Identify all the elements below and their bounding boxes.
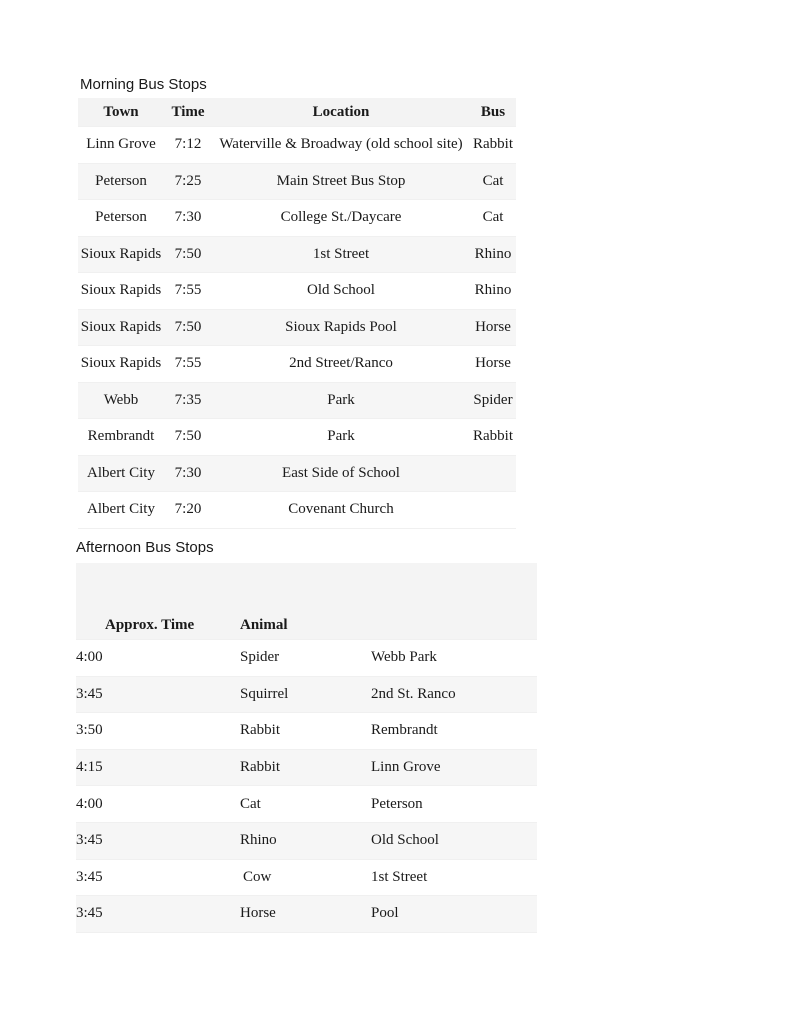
cell-place: Old School: [371, 832, 439, 849]
cell-town: Sioux Rapids: [80, 245, 162, 262]
cell-time: 7:50: [174, 428, 202, 445]
afternoon-bus-stops-table: [76, 563, 537, 933]
table-row: [76, 823, 537, 860]
cell-location: College St./Daycare: [280, 209, 402, 226]
cell-bus: Cat: [482, 209, 504, 226]
header-approx-time: Approx. Time: [105, 616, 195, 633]
cell-place: 2nd St. Ranco: [371, 685, 456, 702]
cell-town: Webb: [103, 391, 139, 408]
table-row: [76, 677, 537, 714]
cell-animal: Horse: [240, 905, 276, 922]
cell-bus: Rhino: [474, 282, 512, 299]
cell-animal: Cow: [243, 868, 272, 885]
afternoon-table-header: [76, 611, 537, 640]
cell-bus: Rhino: [474, 245, 512, 262]
cell-location: 1st Street: [312, 245, 370, 262]
table-row: [78, 127, 516, 164]
cell-location: Old School: [307, 282, 375, 299]
table-row: [76, 750, 537, 787]
table-row: [78, 310, 516, 347]
cell-town: Peterson: [95, 172, 147, 189]
table-row: [78, 273, 516, 310]
cell-town: Sioux Rapids: [80, 282, 162, 299]
cell-location: Sioux Rapids Pool: [285, 318, 397, 335]
cell-town: Albert City: [87, 501, 155, 518]
table-row: [78, 200, 516, 237]
cell-location: Covenant Church: [288, 501, 394, 518]
cell-place: Pool: [371, 905, 399, 922]
table-row: [76, 860, 537, 897]
header-town: Town: [103, 103, 139, 120]
cell-animal: Cat: [240, 795, 261, 812]
morning-bus-stops-table: [78, 98, 516, 529]
afternoon-bus-stops-heading: Afternoon Bus Stops: [76, 539, 214, 556]
cell-place: 1st Street: [371, 868, 428, 885]
cell-animal: Squirrel: [240, 685, 289, 702]
cell-bus: Cat: [482, 172, 504, 189]
cell-time: 7:55: [174, 282, 202, 299]
header-bus: Bus: [480, 103, 506, 120]
cell-place: Rembrandt: [371, 722, 438, 739]
table-row: [78, 164, 516, 201]
cell-time: 7:12: [174, 136, 202, 153]
cell-location: Park: [327, 391, 355, 408]
cell-town: Sioux Rapids: [80, 318, 162, 335]
cell-time: 7:30: [174, 209, 202, 226]
table-row: [76, 713, 537, 750]
cell-time: 7:35: [174, 391, 202, 408]
table-row: [78, 492, 516, 529]
cell-town: Albert City: [87, 464, 155, 481]
table-row: [78, 346, 516, 383]
cell-bus: Horse: [475, 355, 511, 372]
cell-animal: Rabbit: [240, 759, 280, 776]
table-row: [76, 640, 537, 677]
cell-time: 3:45: [76, 685, 103, 702]
table-row: [78, 419, 516, 456]
cell-place: Peterson: [371, 795, 423, 812]
cell-town: Rembrandt: [87, 428, 155, 445]
cell-bus: Horse: [475, 318, 511, 335]
cell-time: 3:45: [76, 905, 103, 922]
cell-time: 7:30: [174, 464, 202, 481]
table-row: [76, 786, 537, 823]
cell-animal: Rabbit: [240, 722, 280, 739]
cell-time: 3:50: [76, 722, 103, 739]
cell-location: 2nd Street/Ranco: [289, 355, 393, 372]
header-location: Location: [312, 103, 370, 120]
table-row: [76, 896, 537, 933]
table-header-band: [76, 563, 537, 611]
table-row: [78, 237, 516, 274]
table-row: [78, 383, 516, 420]
cell-town: Linn Grove: [86, 136, 156, 153]
morning-bus-stops-heading: Morning Bus Stops: [80, 76, 207, 93]
header-time: Time: [171, 103, 205, 120]
cell-bus: Rabbit: [473, 428, 513, 445]
cell-time: 7:20: [174, 501, 202, 518]
cell-time: 4:15: [76, 759, 103, 776]
cell-time: 3:45: [76, 868, 103, 885]
cell-location: East Side of School: [282, 464, 400, 481]
cell-time: 4:00: [76, 795, 103, 812]
cell-time: 7:25: [174, 172, 202, 189]
cell-time: 7:50: [174, 318, 202, 335]
cell-animal: Spider: [240, 649, 280, 666]
cell-time: 3:45: [76, 832, 103, 849]
cell-location: Waterville & Broadway (old school site): [219, 136, 463, 153]
cell-place: Linn Grove: [371, 759, 441, 776]
cell-time: 7:50: [174, 245, 202, 262]
cell-town: Sioux Rapids: [80, 355, 162, 372]
cell-place: Webb Park: [371, 649, 437, 666]
cell-location: Park: [327, 428, 355, 445]
cell-time: 4:00: [76, 649, 103, 666]
header-animal: Animal: [240, 616, 288, 633]
cell-bus: Spider: [473, 391, 513, 408]
morning-table-header: [78, 98, 516, 127]
cell-town: Peterson: [95, 209, 147, 226]
table-row: [78, 456, 516, 493]
cell-animal: Rhino: [240, 832, 277, 849]
cell-location: Main Street Bus Stop: [276, 172, 406, 189]
cell-bus: Rabbit: [473, 136, 513, 153]
cell-time: 7:55: [174, 355, 202, 372]
